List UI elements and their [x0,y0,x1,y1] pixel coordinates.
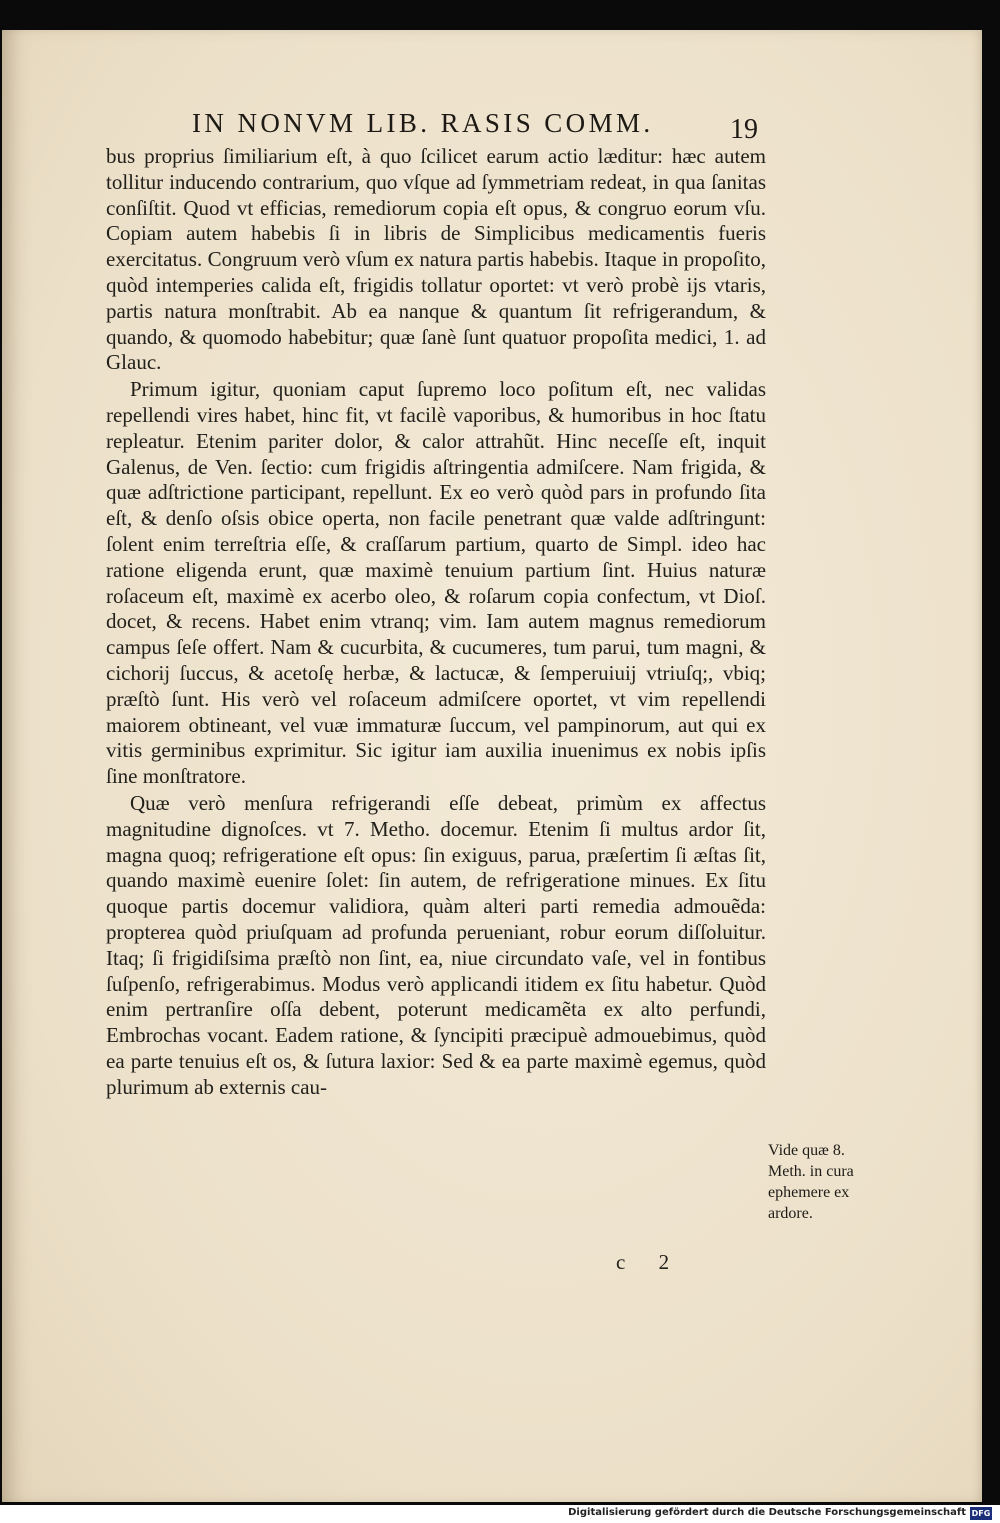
margin-note: Vide quæ 8. Meth. in cura ephemere ex ardore. [768,1142,854,1222]
paragraph-1: bus proprius ſimiliarium eſt, à quo ſcilicet earum actio læditur: hæc autem tollitur inducendo contrarium, quo vſque ad ſymmetriam redeat, in qua ſanitas conſiſtit. Quod vt efficias, remediorum copia eſt opus, & congruo eorum vſu. Copiam autem habebis ſi in libris de Simplicibus medicamentis fueris exercitatus. Congruum verò vſum ex natura partis habebis. Itaque in propoſito, quòd intemperies calida eſt, frigidis tollatur oportet: vt verò probè ijs vtaris, partis natura monſtrabit. Ab ea nanque & quantum ſit refrigerandum, & quando, & quomodo habebitur; quæ ſanè ſunt quatuor propoſita medici, 1. ad Glauc. [106,144,766,375]
dfg-logo: DFG [971,1509,991,1518]
page-number: 19 [730,114,758,145]
footer-bar [0,1505,1000,1523]
paragraph-3: Quæ verò menſura refrigerandi eſſe debeat, primùm ex affectus magnitudine dignoſces. vt 7. Metho. docemur. Etenim ſi multus ardor ſit, magna quoq; refrigeratione eſt opus: ſin exiguus, parua, præſertim ſi æſtas ſit, quando maximè euenire ſolet: ſin autem, de refrigeratione minues. Ex ſitu quoque partis docemur validiora, quàm alteri parti remedia admouẽda: propterea quòd priuſquam ad profunda perueniant, robur eorum diſſoluitur. Itaq; ſi frigidiſsima præſtò non ſint, ea, niue circundato vaſe, vel in fontibus ſuſpenſo, refrigerabimus. Modus verò applicandi itidem ex ſitu habetur. Quòd enim pertranſire oſſa debent, poterunt medicamẽta ex alto perfundi, Embrochas vocant. Eadem ratione, & ſyncipiti præcipuè admouebimus, quòd ea parte tenuius eſt os, & ſutura laxior: Sed & ea parte maximè egemus, quòd plurimum ab externis cau- [106,790,766,1099]
paragraph-2: Primum igitur, quoniam caput ſupremo loco poſitum eſt, nec validas repellendi vires habet, hinc fit, vt facilè vaporibus, & humoribus in hoc ſtatu repleatur. Etenim pariter dolor, & calor attrahũt. Hinc neceſſe eſt, inquit Galenus, de Ven. ſectio: cum frigidis aſtringentia admiſcere. Nam frigida, & quæ adſtrictione participant, repellunt. Ex eo verò quòd pars in profundo ſita eſt, & denſo oſsis obice operta, non facile penetrant quæ valde adſtringunt: ſolent enim terreſtria eſſe, & craſſarum partium, quarto de Simpl. ideo hac ratione eligenda erunt, quæ maximè tenuium partium ſint. Huius naturæ roſaceum eſt, maximè ex acerbo oleo, & roſarum copia confectum, vt Dioſ. docet, & recens. Habet enim vtranq; vim. Iam autem magnus remediorum campus ſeſe offert. Nam & cucurbita, & cucumeres, tum parui, tum magni, & cichorij ſuccus, & acetoſę herbæ, & lactucæ, & ſemperuiuij vtriuſq;, vbiq; præſtò ſunt. His verò vel roſaceum admiſcere oportet, vt vim repellendi maiorem obtineant, vel vuæ immaturæ ſuccum, vel pampinorum, aut qui ex vitis germinibus exprimitur. Sic igitur iam auxilia inuenimus ex nobis ipſis ſine monſtratore. [106,377,766,789]
body-text [106,144,766,1100]
running-title: IN NONVM LIB. RASIS COMM. [192,108,654,138]
signature-mark: c 2 [616,1250,684,1274]
funding-credit: Digitalisierung gefördert durch die Deutsche Forschungsgemeinschaft [568,1507,966,1518]
book-page [2,30,982,1502]
